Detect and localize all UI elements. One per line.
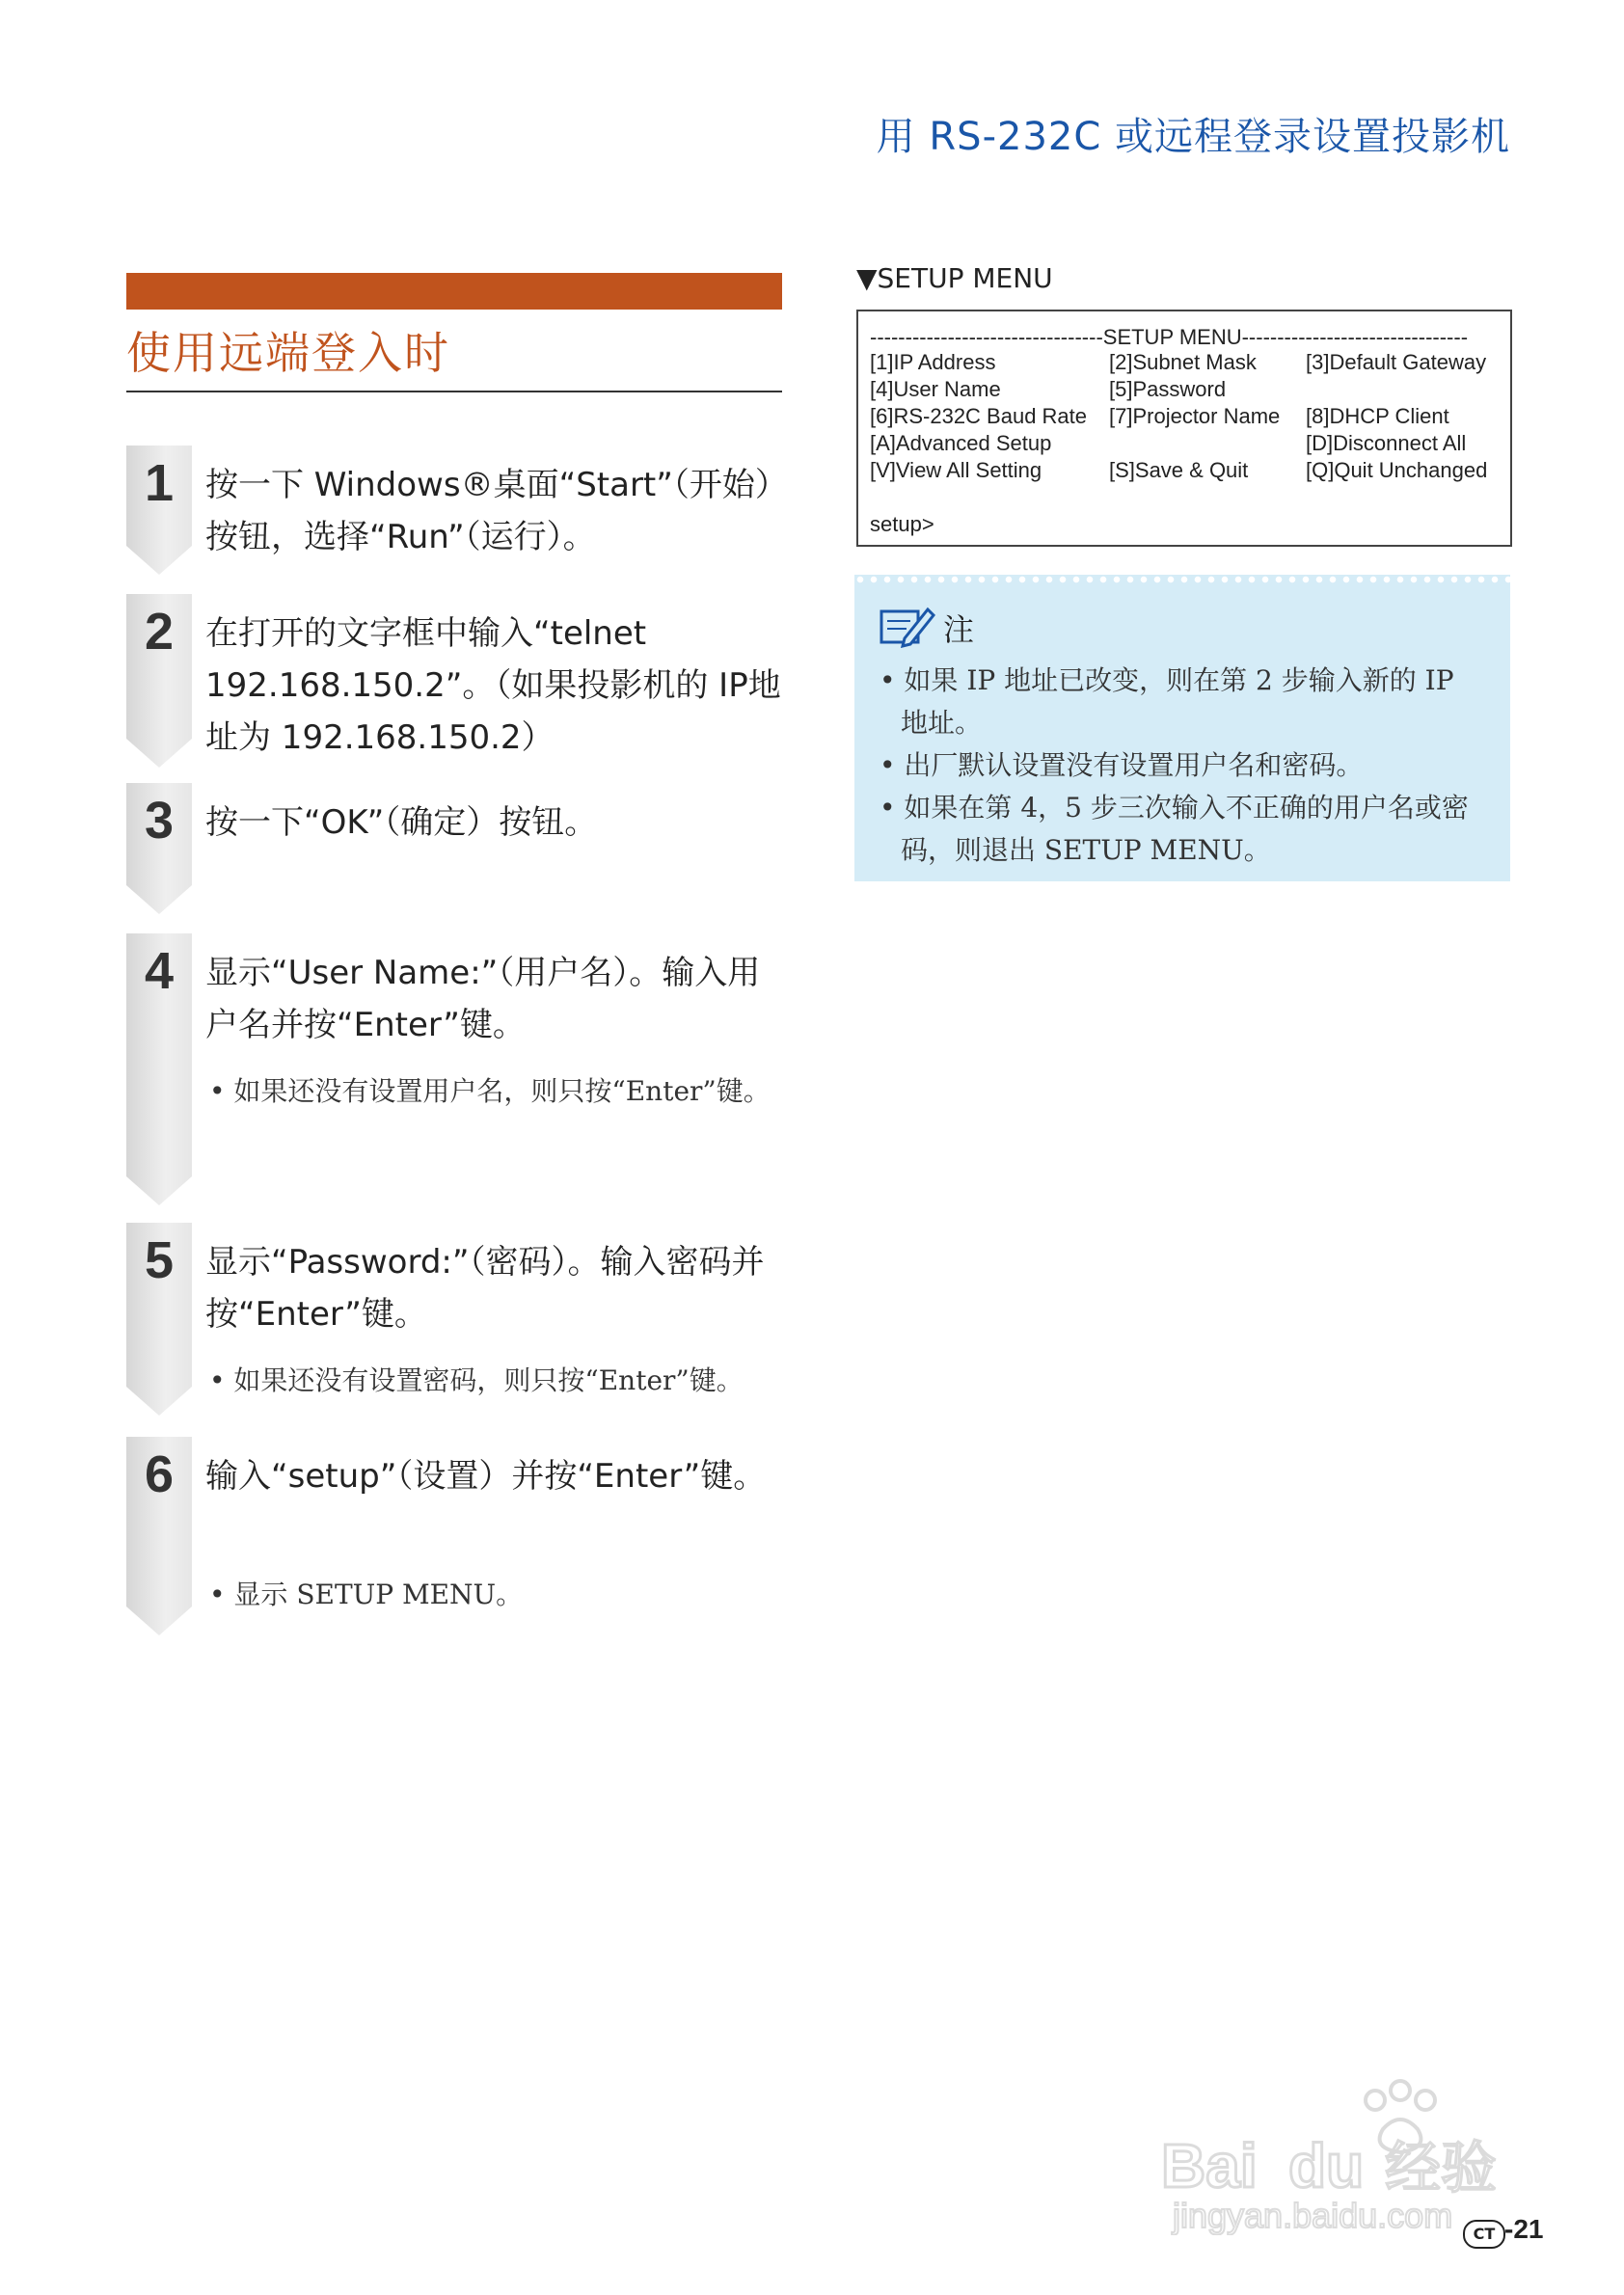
step-note: • 如果还没有设置用户名，则只按“Enter”键。 [209,1075,771,1107]
note-box [854,575,1510,881]
setup-menu-label: ▼SETUP MENU [856,262,1053,294]
step-number: 3 [144,792,175,850]
menu-item-projector-name: [7]Projector Name [1109,404,1281,428]
menu-item-default-gateway: [3]Default Gateway [1306,350,1487,374]
menu-item-quit-unchanged: [Q]Quit Unchanged [1306,458,1488,482]
svg-text:Bai: Bai [1161,2131,1258,2200]
step-text: 按一下 Windows®桌面“Start”（开始）按钮，选择“Run”（运行）。 [205,466,771,556]
page-header-title: 用 RS-232C 或远程登录设置投影机 [876,115,1510,159]
svg-text:jingyan.baidu.com: jingyan.baidu.com [1173,2196,1453,2235]
step-text: 显示“User Name:”（用户名）。输入用户名并按“Enter”键。 [205,954,761,1044]
step-5 [126,1223,782,1416]
step-note: • 如果还没有设置密码，则只按“Enter”键。 [209,1364,744,1396]
menu-item-advanced-setup: [A]Advanced Setup [870,431,1052,455]
svg-text:du: du [1288,2131,1365,2200]
section-bar [126,273,782,310]
menu-item-save-quit: [S]Save & Quit [1109,458,1249,482]
step-1 [126,446,782,575]
step-4 [126,933,782,1205]
page-number: -21 [1504,2214,1544,2244]
step-3 [126,783,782,914]
step-number: 5 [144,1231,175,1289]
menu-item-subnet-mask: [2]Subnet Mask [1109,350,1257,374]
menu-item-password: [5]Password [1109,377,1227,401]
menu-item-user-name: [4]User Name [870,377,1001,401]
step-6 [126,1437,782,1635]
svg-text:经验: 经验 [1385,2135,1498,2200]
note-title: 注 [943,611,975,648]
step-note: • 显示 SETUP MENU。 [209,1579,524,1610]
note-header [876,604,974,652]
step-text: 在打开的文字框中输入“telnet 192.168.150.2”。（如果投影机的 IP地址为 192.168.150.2） [205,614,781,757]
step-text: 显示“Password:”（密码）。输入密码并按“Enter”键。 [205,1243,765,1334]
step-number: 1 [144,454,175,512]
note-item: • 如果在第 4，5 步三次输入不正确的用户名或密码，则退出 SETUP MENU。 [880,792,1469,866]
setup-menu-box [856,310,1512,547]
step-number: 4 [144,942,175,1000]
note-item: • 如果 IP 地址已改变，则在第 2 步输入新的 IP 地址。 [880,664,1454,739]
pencil-note-icon [876,604,935,652]
step-text: 按一下“OK”（确定）按钮。 [205,803,598,842]
section-title: 使用远端登入时 [126,327,450,379]
section-rule [126,391,782,392]
menu-item-view-all: [V]View All Setting [870,458,1042,482]
menu-item-disconnect-all: [D]Disconnect All [1306,431,1467,455]
baidu-jingyan-watermark [1153,2071,1558,2235]
step-number: 6 [144,1445,175,1503]
setup-prompt: setup> [870,512,934,536]
step-text: 输入“setup”（设置）并按“Enter”键。 [205,1457,767,1496]
note-list [880,660,1487,872]
setup-menu-header: ---------------------------------SETUP MENU-------------------------------- [870,325,1469,349]
step-number: 2 [144,603,175,661]
menu-item-dhcp-client: [8]DHCP Client [1306,404,1449,428]
menu-item-baud-rate: [6]RS-232C Baud Rate [870,404,1088,428]
language-badge: CT [1463,2220,1505,2249]
step-2 [126,594,782,768]
note-item: • 出厂默认设置没有设置用户名和密码。 [880,749,1364,781]
menu-item-ip-address: [1]IP Address [870,350,996,374]
